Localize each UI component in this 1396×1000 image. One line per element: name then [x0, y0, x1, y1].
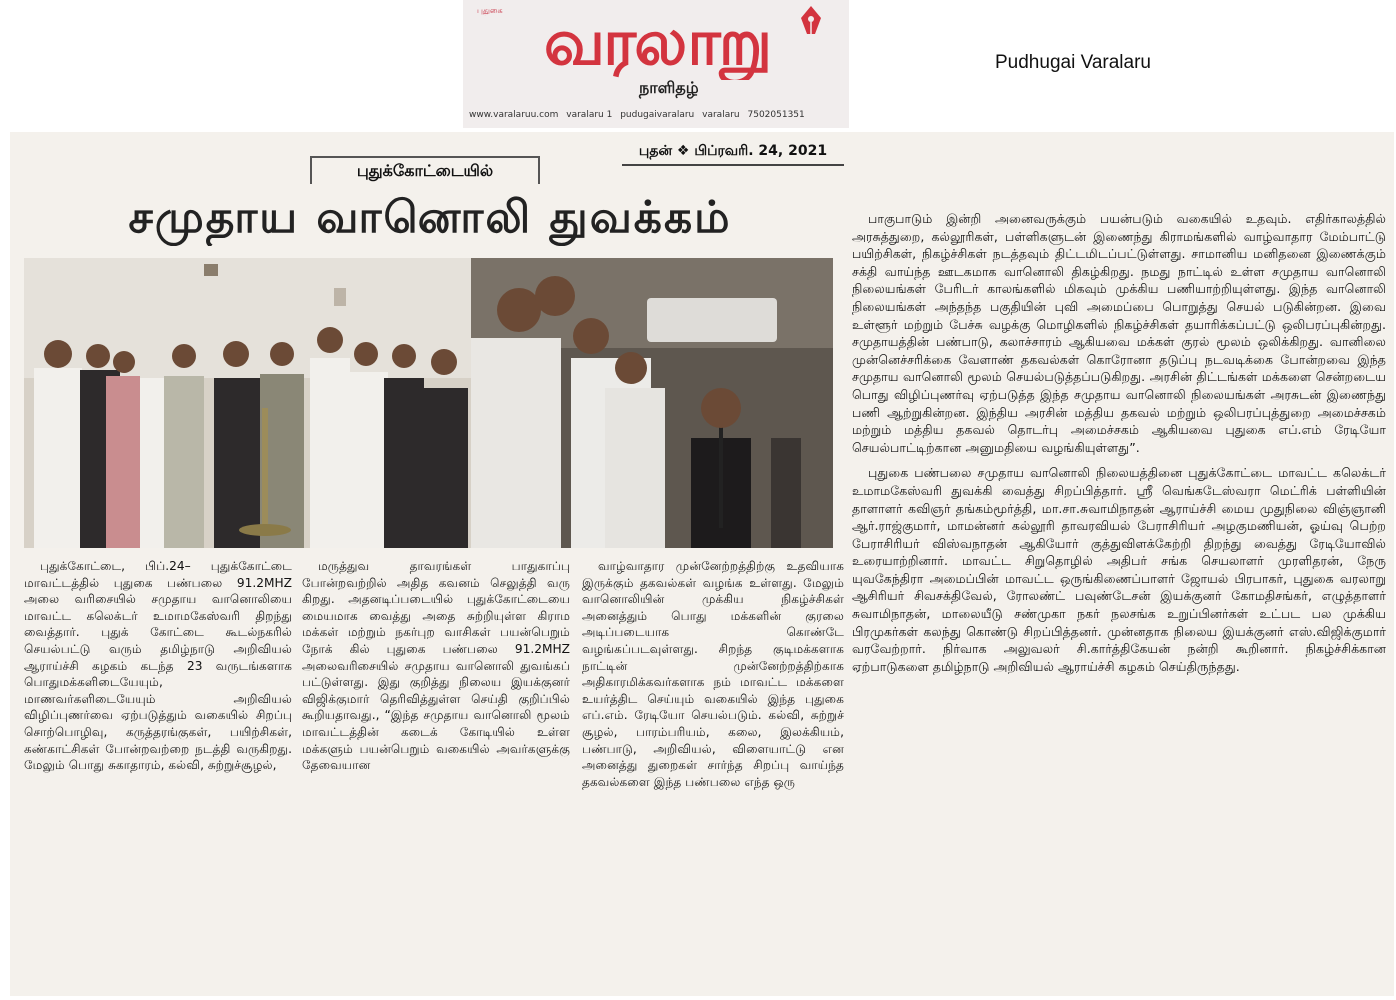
article-column-3	[582, 558, 844, 994]
article-dateline: புதன் ❖ பிப்ரவரி. 24, 2021	[622, 138, 844, 166]
inauguration-photo	[24, 258, 471, 548]
masthead-subtitle: நாளிதழ்	[639, 78, 699, 97]
studio-photo-illustration	[471, 258, 833, 548]
masthead-small-text: புதுகை	[477, 6, 503, 15]
article-paragraph: பாகுபாடும் இன்றி அனைவருக்கும் பயன்படும் வகையில் உதவும். எதிர்காலத்தில் அரசுத்துறை, கல்லூரிகள், பள்ளிகளுடன் இணைந்து கிராமங்களில் வாழ்வாதார மேம்பாட்டு பயிற்சிகள், நிகழ்ச்சிகள் நடத்தவும் திட்டமிடப்பட்டுள்ளது. சாமானிய மனிதனை இணைக்கும் சக்தி வாய்ந்த ஊடகமாக வானொலி திகழ்கிறது. நமது நாட்டில் உள்ள சமுதாய வானொலி நிலையங்கள் பேரிடர் காலங்களில் மிகவும் முக்கிய பணியாற்றியுள்ளது. இந்த வானொலி நிலையங்கள் அந்தந்த பகுதியின் புவி அமைப்பை பொறுத்து செயல் படுகின்றன. இவை உள்ளூர் மற்றும் பேச்சு வழக்கு மொழிகளில் நிகழ்ச்சிகள் தயாரிக்கப்பட்டு ஒலிபரப்புகின்றது. சமுதாயத்தின் பண்பாடு, கலாச்சாரம் ஆகியவை மக்கள் குரல் மூலம் ஒலிக்கிறது. வானிலை முன்னெச்சரிக்கை வேளாண் தகவல்கள் கொரோனா தடுப்பு நடவடிக்கை போன்றவை இந்த சமுதாய வானொலி மூலம் செயல்படுத்தப்படுகிறது. அரசின் திட்டங்கள் மக்களை சென்றடைய பொது விழிப்புணர்வு ஏற்படுத்த இந்த சமுதாய வானொலி நிலையங்கள் அரசுடன் இணைந்து பணி ஆற்றுகின்றன. இந்திய அரசின் மத்திய தகவல் மற்றும் ஒலிபரப்புத்துறை அமைச்சகம் மற்றும் மத்திய தகவல் தொடர்பு அமைச்சகம் ஆகியவை புதுகை எப்.எம் ரேடியோ செயல்பாட்டிற்கான அனுமதியை வழங்கியுள்ளது”.	[852, 211, 1386, 455]
group-photo-illustration	[24, 258, 471, 548]
masthead-contacts	[469, 110, 845, 120]
newspaper-masthead	[463, 0, 849, 128]
article-kicker: புதுக்கோட்டையில்	[310, 156, 540, 184]
phone-number: 7502051351	[747, 110, 805, 120]
facebook-handle[interactable]: varalaru 1	[566, 110, 613, 120]
publication-name: Pudhugai Varalaru	[995, 52, 1151, 73]
article-column-1	[24, 558, 292, 994]
article-column-2	[302, 558, 570, 994]
radio-studio-photo	[471, 258, 833, 548]
newspaper-clipping	[10, 132, 1394, 996]
article-column-4	[852, 210, 1386, 994]
masthead-logo: வரலாறு	[543, 6, 771, 80]
article-paragraph: புதுக்கோட்டை, பிப்.24– புதுக்கோட்டை மாவட்டத்தில் புதுகை பண்பலை 91.2MHZ அலை வரிசையில் சமுதாய வானொலியை மாவட்ட கலெக்டர் உமாமகேஸ்வரி திறந்து வைத்தார். புதுக் கோட்டை கூடல்நகரில் செயல்பட்டு வரும் தமிழ்நாடு அறிவியல் ஆராய்ச்சி கழகம் கடந்த 23 வருடங்களாக பொதுமக்களிடையேயும், மாணவர்களிடையேயும் அறிவியல் விழிப்புணர்வை ஏற்படுத்தும் வகையில் சிறப்பு சொற்பொழிவு, கருத்தரங்குகள், பயிற்சிகள், கண்காட்சிகள் போன்றவற்றை நடத்தி வருகிறது. மேலும் பொது சுகாதாரம், கல்வி, சுற்றுச்சூழல்,	[24, 559, 292, 773]
article-paragraph: வாழ்வாதார முன்னேற்றத்திற்கு உதவியாக இருக்கும் தகவல்கள் வழங்க உள்ளது. மேலும் வானொலியின் முக்கிய நிகழ்ச்சிகள் அனைத்தும் பொது மக்களின் குரலை அடிப்படையாக கொண்டே வழங்கப்படவுள்ளது. சிறந்த குடிமக்களாக நாட்டின் முன்னேற்றத்திற்காக அதிகாரமிக்கவர்களாக நம் மாவட்ட மக்களை உயர்த்திட செய்யும் வகையில் இந்த புதுகை எப்.எம். ரேடியோ செயல்படும். கல்வி, சுற்றுச் சூழல், பாரம்பரியம், கலை, இலக்கியம், பண்பாடு, அறிவியல், விளையாட்டு என அனைத்து துறைகள் சார்ந்த சிறப்பு வாய்ந்த தகவல்களை இந்த பண்பலை எந்த ஒரு	[582, 559, 844, 789]
youtube-handle[interactable]: varalaru	[702, 110, 740, 120]
article-paragraph: புதுகை பண்பலை சமுதாய வானொலி நிலையத்தினை புதுக்கோட்டை மாவட்ட கலெக்டர் உமாமகேஸ்வரி துவக்கி வைத்து சிறப்பித்தார். ஸ்ரீ வெங்கடேஸ்வரா மெட்ரிக் பள்ளியின் தாளாளர் கவிஞர் தங்கம்மூர்த்தி, மா.சா.சுவாமிநாதன் ஆராய்ச்சி மைய முதுநிலை விஞ்ஞானி ஆர்.ராஜ்குமார், மாமன்னர் கல்லூரி தாவரவியல் பேராசிரியர் அழகுமணியன், ஓய்வு பெற்ற பேராசிரியர் விஸ்வநாதன் ஆகியோர் குத்துவிளக்கேற்றி திறந்து வைத்து ரேடியோவில் உரையாற்றினார். மாவட்ட சிறுதொழில் அதிபர் சங்க செயலாளர் முரளிதரன், நேரு யுவகேந்திரா அமைப்பின் மாவட்ட ஒருங்கிணைப்பாளர் ஜோயல் பிரபாகர், புதுகை வரலாறு ஆசிரியர் சிவசக்திவேல், ரோலண்ட் பவுண்டேசன் இயக்குனர் கோமதிசங்கர், எழுத்தாளர் சுவாமிநாதன், மாலையீடு சண்முகா நகர் நலசங்க உறுப்பினர்கள் உட்பட பல முக்கிய பிரமுகர்கள் கலந்து கொண்டு சிறப்பித்தனர். முன்னதாக நிலைய இயக்குனர் எஸ்.விஜிக்குமார் வரவேற்றார். நிர்வாக அலுவலர் சி.கார்த்திகேயன் நன்றி கூறினார். நிகழ்ச்சிக்கான ஏற்பாடுகளை தமிழ்நாடு அறிவியல் ஆராய்ச்சி கழகம் செய்திருந்தது.	[852, 465, 1386, 674]
social-handle[interactable]: pudugaivaralaru	[620, 110, 695, 120]
fountain-pen-icon	[799, 6, 823, 36]
website-link[interactable]: www.varalaruu.com	[469, 110, 559, 120]
article-paragraph: மருத்துவ தாவரங்கள் பாதுகாப்பு போன்றவற்றில் அதித கவனம் செலுத்தி வரு கிறது. அதனடிப்படையில் புதுக்கோட்டையை மையமாக வைத்து அதை சுற்றியுள்ள கிராம மக்கள் மற்றும் நகர்புற வாசிகள் பயன்பெறும் நோக் கில் புதுகை பண்பலை 91.2MHZ அலைவரிசையில் சமுதாய வானொலி துவங்கப் பட்டுள்ளது. இது குறித்து நிலைய இயக்குனர் விஜிக்குமார் தெரிவித்துள்ள செய்தி குறிப்பில் கூறியதாவது., “இந்த சமுதாய வானொலி மூலம் மாவட்டத்தின் கடைக் கோடியில் உள்ள மக்களும் பயன்பெறும் வகையில் அவர்களுக்கு தேவையான	[302, 559, 570, 773]
article-headline: சமுதாய வானொலி துவக்கம்	[128, 192, 732, 243]
